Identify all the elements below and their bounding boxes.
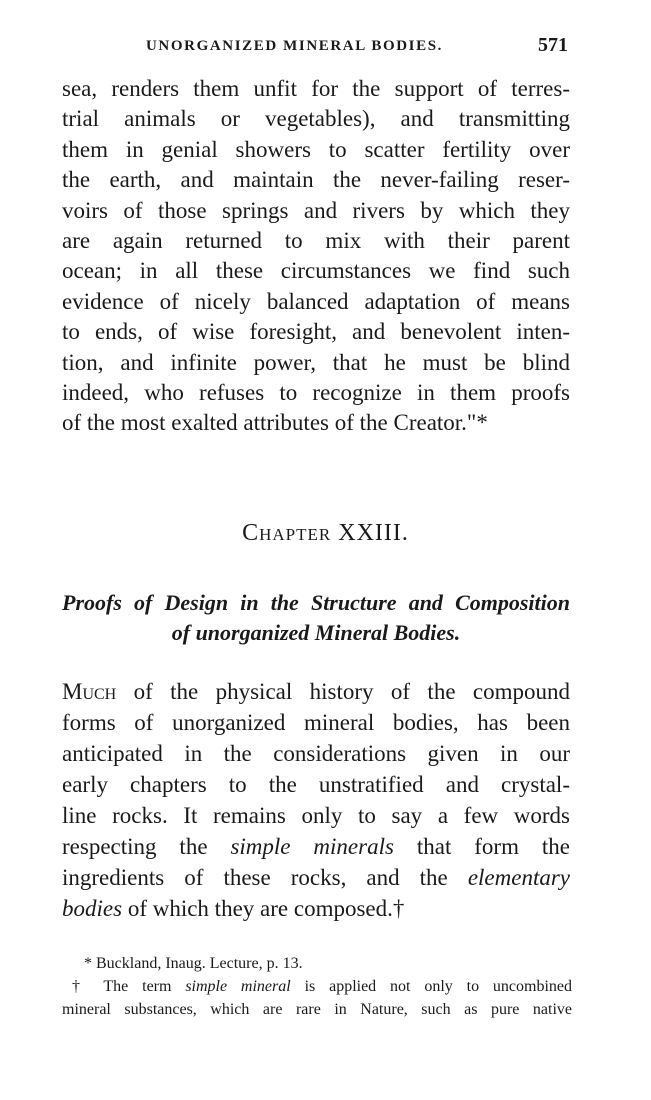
text-fragment: is applied not only to uncombined (290, 978, 573, 995)
text-line: the earth, and maintain the never-failing reser- (62, 167, 570, 193)
text-line: trial animals or vegetables), and transmitting (62, 106, 570, 132)
text-line: them in genial showers to scatter fertility over (62, 136, 570, 162)
text-line: anticipated in the considerations given in our (62, 741, 570, 766)
text-line (62, 893, 570, 924)
footnote: * Buckland, Inaug. Lecture, p. 13. (84, 955, 303, 972)
running-title: UNORGANIZED MINERAL BODIES. (146, 38, 443, 54)
subtitle-line: Proofs of Design in the Structure and Composition (62, 590, 570, 615)
footnote-continuation: mineral substances, which are rare in Nature, such as pure native (62, 1001, 572, 1018)
chapter-paragraph (62, 676, 570, 924)
text-line: early chapters to the unstratified and crystal- (62, 772, 570, 797)
intro-paragraph (62, 74, 570, 439)
text-line: evidence of nicely balanced adaptation of means (62, 288, 570, 314)
text-line (62, 831, 570, 862)
text-fragment: ingredients of these rocks, and the (62, 865, 468, 890)
running-head (60, 34, 580, 62)
italic-term: bodies (62, 896, 123, 921)
text-fragment: respecting the (62, 834, 231, 859)
text-line: indeed, who refuses to recognize in them proofs (62, 380, 570, 406)
chapter-word: Chapter (242, 520, 332, 546)
footnote (62, 975, 572, 998)
first-word: Much (62, 679, 117, 704)
text-line: to ends, of wise foresight, and benevolent inten- (62, 319, 570, 345)
page-number: 571 (538, 34, 568, 56)
subtitle-line: of unorganized Mineral Bodies. (171, 620, 461, 645)
text-line: are again returned to mix with their parent (62, 228, 570, 254)
chapter-heading (0, 520, 651, 547)
chapter-number: XXIII. (338, 520, 409, 546)
text-fragment: † The term (72, 978, 186, 995)
text-fragment: that form the (393, 834, 570, 859)
text-line (62, 676, 570, 707)
footnotes (62, 952, 572, 1021)
text-fragment: of which they are composed.† (122, 896, 405, 921)
text-line: tion, and infinite power, that he must be blind (62, 349, 570, 375)
text-line: ocean; in all these circumstances we find such (62, 258, 570, 284)
chapter-subtitle (62, 588, 570, 648)
italic-term: simple mineral (185, 978, 291, 995)
italic-term: simple minerals (230, 834, 394, 859)
text-line: sea, renders them unfit for the support of terres- (62, 76, 570, 101)
text-line (62, 862, 570, 893)
text-line: line rocks. It remains only to say a few words (62, 803, 570, 828)
text-line: forms of unorganized mineral bodies, has been (62, 710, 570, 735)
text-fragment: of the physical history of the compound (116, 679, 570, 704)
italic-term: elementary (467, 865, 570, 890)
text-line: of the most exalted attributes of the Creator."* (62, 410, 488, 436)
text-line: voirs of those springs and rivers by which they (62, 197, 570, 223)
